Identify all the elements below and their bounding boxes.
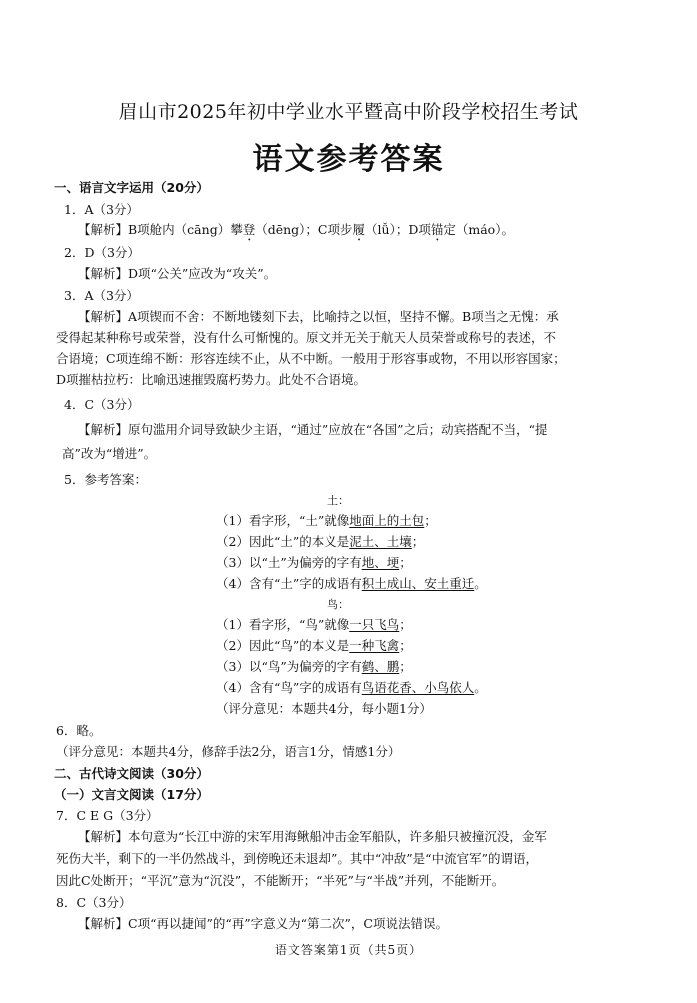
q5-tu-item: （2）因此“土”的本义是泥土、土壤；	[216, 534, 425, 549]
section-2-heading: 二、古代诗文阅读（30分）	[54, 766, 209, 781]
q5-tu-item: （3）以“土”为偏旁的字有地、埂；	[216, 555, 412, 570]
q2-analysis: 【解析】D项“公关”应改为“攻关”。	[78, 266, 277, 281]
q7-analysis-line: 因此C处断开；“平沉”意为“沉没”，不能断开；“半死”与“半战”并列，不能断开。	[56, 873, 505, 888]
q5-niao-item: （1）看字形，“鸟”就像一只飞鸟；	[216, 617, 412, 632]
q7-analysis-line: 死伤大半，剩下的一半仍然战斗，到傍晚还未退却”。其中“冲敌”是“中流官军”的谓语，	[56, 851, 538, 866]
section-2-subheading: （一）文言文阅读（17分）	[54, 787, 209, 802]
section-1-heading: 一、语言文字运用（20分）	[54, 180, 209, 195]
answer-title: 语文参考答案	[252, 142, 445, 177]
q5-scoring-note: （评分意见：本题共4分，每小题1分）	[216, 701, 432, 716]
q7-answer: 7．C E G（3分）	[56, 808, 159, 823]
q5-niao-item: （2）因此“鸟”的本义是一种飞禽；	[216, 638, 412, 653]
q5-niao-item: （4）含有“鸟”字的成语有鸟语花香、小鸟依人。	[216, 680, 487, 695]
q1-answer: 1．A（3分）	[64, 202, 139, 217]
q2-answer: 2．D（3分）	[64, 245, 140, 260]
q6-scoring-note: （评分意见：本题共4分，修辞手法2分，语言1分，情感1分）	[56, 744, 401, 759]
q3-analysis-line: 合语境；C项连绵不断：形容连续不止，从不中断。一般用于形容事或物，不用以形容国家；	[56, 351, 566, 366]
q8-analysis: 【解析】C项“再以捷闻”的“再”字意义为“第二次”，C项说法错误。	[78, 916, 448, 931]
q3-analysis-line: 受得起某种称号或荣誉，没有什么可惭愧的。原文并无关于航天人员荣誉或称号的表述，不	[56, 330, 557, 345]
q3-answer: 3．A（3分）	[64, 288, 139, 303]
q4-analysis-line: 【解析】原句滥用介词导致缺少主语，“通过”应放在“各国”之后；动宾搭配不当，“提	[78, 422, 548, 437]
q4-answer: 4．C（3分）	[64, 397, 140, 412]
q5-tu-item: （4）含有“土”字的成语有积土成山、安土重迁。	[216, 576, 487, 591]
page-footer: 语文答案第1页（共5页）	[274, 943, 423, 957]
q5-niao-heading: 鸟：	[327, 598, 349, 611]
q5-tu-item: （1）看字形，“土”就像地面上的土包；	[216, 513, 437, 528]
q5-tu-heading: 土：	[327, 494, 349, 507]
exam-title: 眉山市2025年初中学业水平暨高中阶段学校招生考试	[118, 101, 579, 123]
q3-analysis-line: D项摧枯拉朽：比喻迅速摧毁腐朽势力。此处不合语境。	[56, 372, 367, 387]
q1-analysis: 【解析】B项舱内（cāng）攀登（dēng）；C项步履（lǚ）；D项锚定（máo）。	[78, 222, 514, 237]
q7-analysis-line: 【解析】本句意为“长江中游的宋军用海鳅船冲击金军船队，许多船只被撞沉没，金军	[78, 829, 547, 844]
q3-analysis-line: 【解析】A项锲而不舍：不断地镂刻下去，比喻持之以恒，坚持不懈。B项当之无愧：承	[78, 309, 559, 324]
q5-niao-item: （3）以“鸟”为偏旁的字有鹤、鹏；	[216, 659, 412, 674]
q5-answer: 5．参考答案：	[64, 472, 147, 487]
q6-answer: 6．略。	[56, 723, 102, 738]
q8-answer: 8．C（3分）	[56, 895, 132, 910]
q4-analysis-line: 高”改为“增进”。	[62, 446, 157, 461]
